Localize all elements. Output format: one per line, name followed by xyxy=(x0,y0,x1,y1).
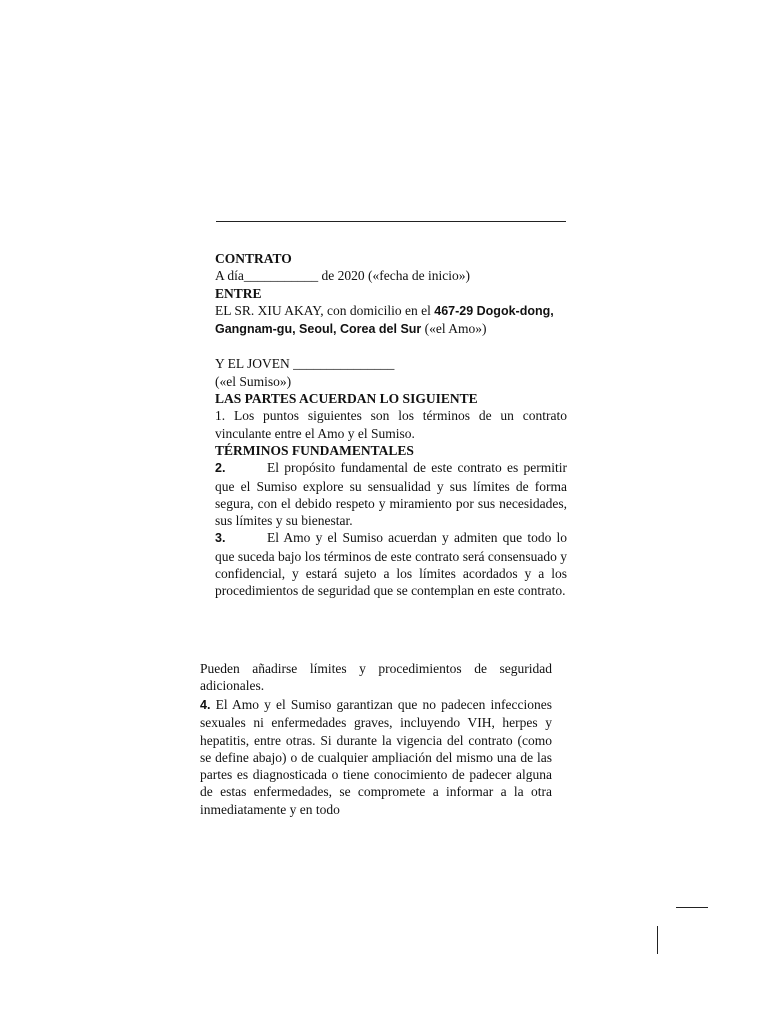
sub-prefix: Y EL JOVEN xyxy=(215,356,294,372)
footer-rule xyxy=(676,907,708,908)
sub-line xyxy=(215,355,567,372)
date-suffix: de 2020 («fecha de inicio») xyxy=(318,268,470,284)
clause-1: 1. Los puntos siguientes son los términos de un contrato vinculante entre el Amo y el Sumiso. xyxy=(215,408,567,441)
master-line xyxy=(215,302,567,339)
clause-2-text: El propósito fundamental de este contrato es permitir que el Sumiso explore su sensualidad y sus límites de forma segura, con el debido respeto y miramiento por sus necesidades, sus límites y su bienestar. xyxy=(215,460,567,529)
clause-2-number: 2. xyxy=(215,461,226,476)
clause-4-text: El Amo y el Sumiso garantizan que no padecen infecciones sexuales ni enfermedades graves, incluyendo VIH, herpes y hepatitis, entre otras. Si durante la vigencia del contrato (como se define abajo) o de cualquier ampliación del mismo una de las partes es diagnosticada o tiene conocimiento de padecer alguna de estas enfermedades, se compromete a informar a la otra inmediatamente y en todo xyxy=(200,697,552,817)
clause-4 xyxy=(200,696,552,818)
contract-heading: CONTRATO xyxy=(215,251,292,266)
contract-body xyxy=(215,250,567,600)
clause-3-number: 3. xyxy=(215,531,226,546)
between-heading: ENTRE xyxy=(215,285,262,301)
master-prefix: EL SR. XIU AKAY, con domicilio en el xyxy=(215,302,435,318)
clause-3-text: El Amo y el Sumiso acuerdan y admiten que todo lo que suceda bajo los términos de este contrato será consensuado y confidencial, y estará sujeto a los límites acordados y a los procedimientos de seguridad que se contemplan en este contrato. xyxy=(215,530,567,599)
master-suffix: («el Amo») xyxy=(421,321,487,337)
date-blank: ___________ xyxy=(243,268,319,284)
fundamentals-heading: TÉRMINOS FUNDAMENTALES xyxy=(215,442,414,458)
top-divider xyxy=(216,221,566,222)
extra-limits-note: Pueden añadirse límites y procedimientos de seguridad adicionales. xyxy=(200,661,552,694)
agree-heading: LAS PARTES ACUERDAN LO SIGUIENTE xyxy=(215,391,478,407)
page-edge-mark xyxy=(657,926,658,954)
clause-3 xyxy=(215,529,567,599)
date-line xyxy=(215,267,567,284)
date-prefix: A día xyxy=(215,268,244,284)
sub-alias: («el Sumiso») xyxy=(215,373,292,389)
sub-blank: _______________ xyxy=(293,356,395,372)
clause-2 xyxy=(215,459,567,529)
master-address: 467-29 Dogok-dong, Gangnam-gu, Seoul, Corea del Sur xyxy=(215,303,554,337)
clause-4-number: 4. xyxy=(200,698,211,712)
